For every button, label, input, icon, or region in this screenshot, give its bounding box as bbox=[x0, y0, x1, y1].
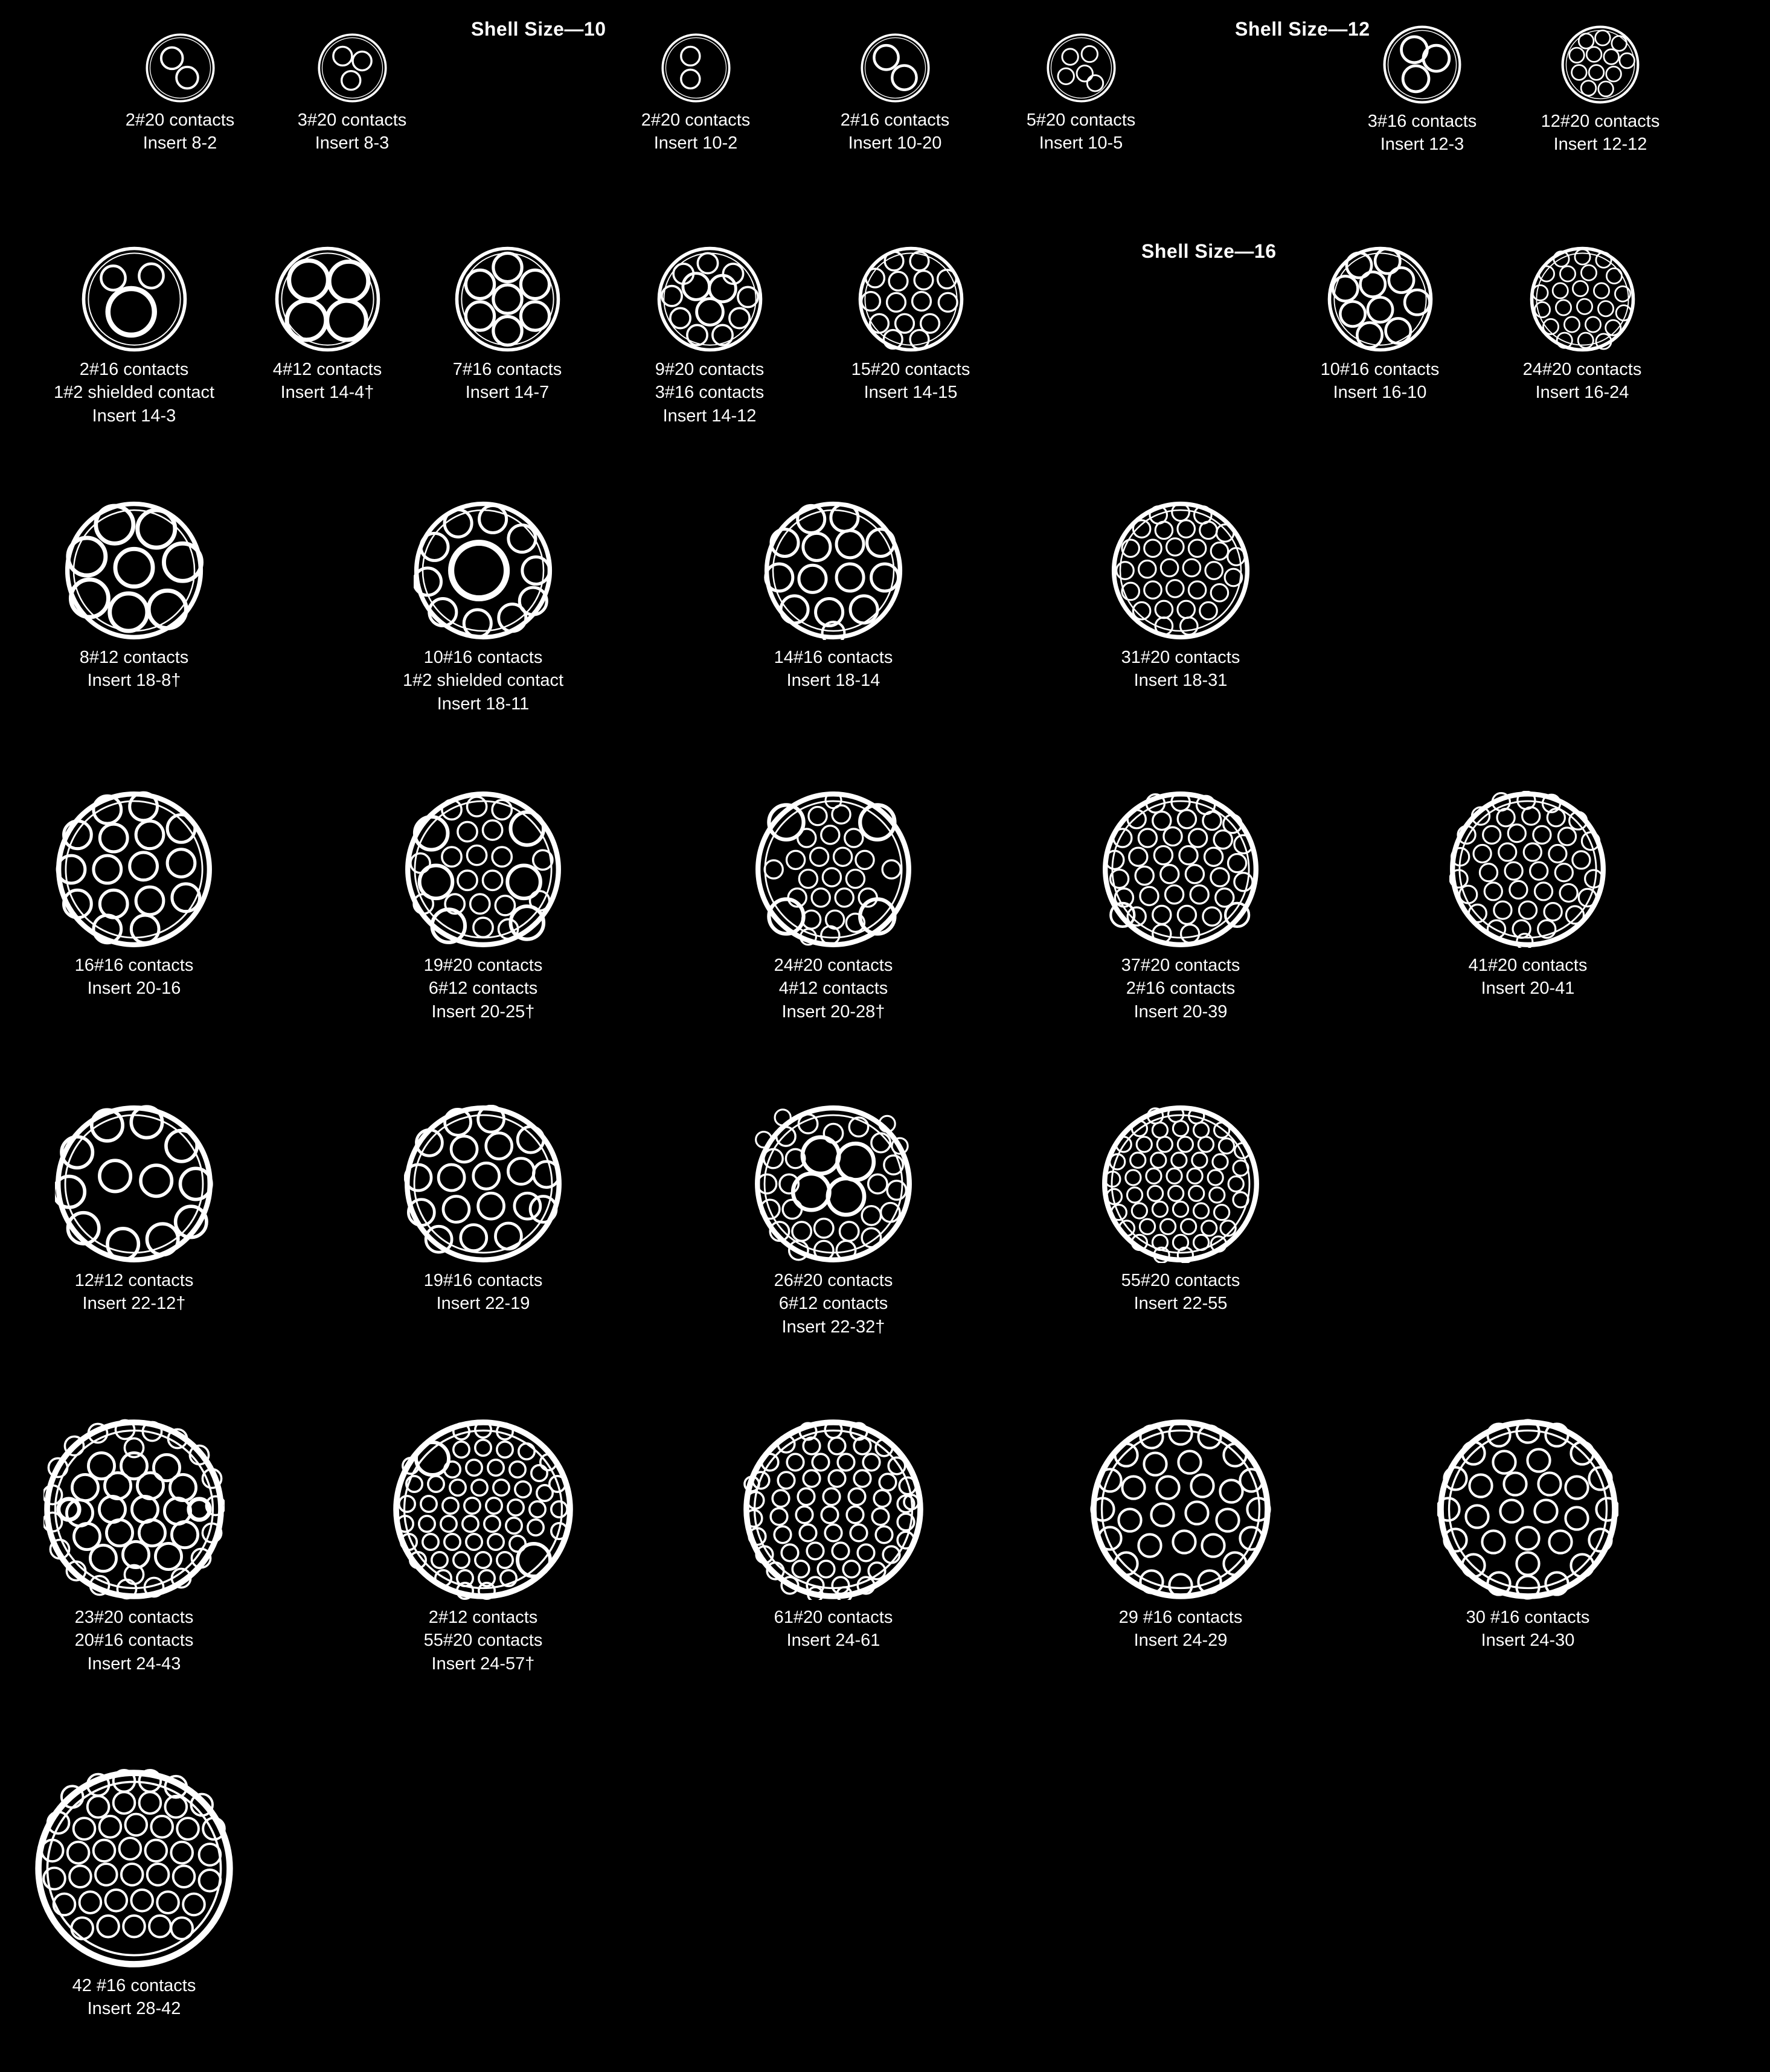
insert-caption-8-3 bbox=[298, 109, 407, 155]
caption-line: 3#20 contacts bbox=[297, 110, 407, 130]
insert-caption-8-2 bbox=[126, 109, 235, 155]
caption-line: 10#16 contacts bbox=[1320, 360, 1440, 379]
insert-caption-28-42 bbox=[72, 1974, 196, 2021]
insert-arrangement-22-12 bbox=[55, 1105, 213, 1316]
insert-arrangement-14-3 bbox=[53, 246, 215, 427]
insert-arrangement-12-3 bbox=[1367, 25, 1477, 156]
caption-line: Insert 20-28† bbox=[781, 1002, 885, 1022]
insert-diagram-12-12 bbox=[1561, 25, 1640, 104]
insert-diagram-20-39 bbox=[1102, 791, 1259, 948]
insert-diagram-28-42 bbox=[34, 1769, 234, 1968]
insert-caption-24-61 bbox=[774, 1606, 893, 1652]
caption-line: Insert 18-31 bbox=[1134, 671, 1228, 691]
caption-line: 24#20 contacts bbox=[774, 956, 893, 975]
caption-line: Insert 28-42 bbox=[87, 1999, 181, 2019]
caption-line: Insert 20-41 bbox=[1481, 979, 1575, 999]
caption-line: Insert 10-5 bbox=[1039, 133, 1123, 153]
caption-line: Insert 24-30 bbox=[1481, 1631, 1575, 1651]
insert-diagram-24-57 bbox=[393, 1419, 574, 1600]
caption-line: 3#16 contacts bbox=[1367, 112, 1477, 131]
caption-line: 2#16 contacts bbox=[840, 110, 950, 130]
insert-diagram-24-30 bbox=[1437, 1419, 1618, 1600]
caption-line: Insert 18-14 bbox=[786, 671, 880, 691]
insert-diagram-8-2 bbox=[146, 33, 215, 103]
insert-arrangement-14-15 bbox=[851, 246, 970, 404]
caption-line: Insert 18-8† bbox=[87, 671, 181, 691]
insert-arrangement-20-39 bbox=[1102, 791, 1259, 1023]
insert-diagram-14-7 bbox=[455, 246, 560, 352]
insert-diagram-20-25 bbox=[405, 791, 562, 948]
insert-caption-10-5 bbox=[1027, 109, 1136, 155]
insert-diagram-14-4 bbox=[275, 246, 380, 352]
insert-diagram-14-12 bbox=[657, 246, 763, 352]
insert-caption-20-16 bbox=[75, 954, 194, 1000]
insert-diagram-22-32 bbox=[754, 1105, 912, 1263]
caption-line: 4#12 contacts bbox=[272, 360, 382, 379]
insert-arrangement-20-25 bbox=[405, 791, 562, 1023]
insert-arrangement-14-4 bbox=[272, 246, 382, 404]
caption-line: 55#20 contacts bbox=[1121, 1271, 1240, 1290]
caption-line: Insert 16-24 bbox=[1535, 383, 1629, 403]
insert-caption-20-28 bbox=[774, 954, 893, 1023]
caption-line: Insert 14-7 bbox=[465, 383, 550, 403]
insert-caption-12-3 bbox=[1368, 110, 1477, 156]
insert-diagram-10-20 bbox=[861, 33, 930, 103]
caption-line: 23#20 contacts bbox=[74, 1608, 194, 1627]
insert-caption-24-30 bbox=[1466, 1606, 1590, 1652]
insert-diagram-24-61 bbox=[743, 1419, 924, 1600]
insert-diagram-10-2 bbox=[661, 33, 731, 103]
insert-arrangement-24-61 bbox=[743, 1419, 924, 1652]
insert-arrangement-18-11 bbox=[402, 501, 564, 715]
caption-line: 37#20 contacts bbox=[1121, 956, 1240, 975]
insert-caption-14-4 bbox=[273, 358, 382, 404]
insert-caption-16-10 bbox=[1321, 358, 1440, 404]
insert-caption-20-41 bbox=[1469, 954, 1588, 1000]
insert-arrangement-18-31 bbox=[1111, 501, 1250, 692]
caption-line: 2#16 contacts bbox=[1126, 979, 1236, 999]
insert-caption-24-57 bbox=[424, 1606, 543, 1675]
insert-caption-14-7 bbox=[453, 358, 562, 404]
caption-line: 4#12 contacts bbox=[778, 979, 888, 999]
insert-caption-18-14 bbox=[774, 646, 893, 692]
caption-line: 3#16 contacts bbox=[655, 383, 765, 403]
caption-line: 19#20 contacts bbox=[423, 956, 543, 975]
insert-diagram-22-12 bbox=[55, 1105, 213, 1263]
caption-line: 8#12 contacts bbox=[79, 648, 189, 667]
insert-arrangement-20-41 bbox=[1449, 791, 1606, 1000]
insert-arrangement-12-12 bbox=[1541, 25, 1660, 156]
caption-line: 5#20 contacts bbox=[1026, 110, 1136, 130]
caption-line: 61#20 contacts bbox=[774, 1608, 893, 1627]
insert-arrangement-16-10 bbox=[1320, 246, 1440, 404]
insert-arrangement-16-24 bbox=[1522, 246, 1642, 404]
caption-line: 14#16 contacts bbox=[774, 648, 893, 667]
insert-caption-18-11 bbox=[403, 646, 563, 715]
caption-line: Insert 22-12† bbox=[82, 1294, 186, 1314]
insert-diagram-18-31 bbox=[1111, 501, 1250, 640]
insert-diagram-10-5 bbox=[1047, 33, 1116, 103]
insert-diagram-18-11 bbox=[414, 501, 553, 640]
caption-line: Insert 20-39 bbox=[1134, 1002, 1228, 1022]
insert-diagram-14-15 bbox=[858, 246, 964, 352]
insert-caption-24-29 bbox=[1119, 1606, 1243, 1652]
caption-line: Insert 12-3 bbox=[1380, 135, 1464, 155]
insert-caption-22-19 bbox=[424, 1269, 543, 1316]
caption-line: Insert 10-20 bbox=[848, 133, 942, 153]
caption-line: Insert 20-25† bbox=[431, 1002, 535, 1022]
caption-line: Insert 20-16 bbox=[87, 979, 181, 999]
insert-diagram-24-29 bbox=[1090, 1419, 1271, 1600]
caption-line: Insert 22-55 bbox=[1134, 1294, 1228, 1314]
insert-arrangement-8-2 bbox=[125, 33, 235, 155]
caption-line: Insert 14-3 bbox=[92, 406, 176, 426]
caption-line: 2#20 contacts bbox=[125, 110, 235, 130]
insert-caption-14-3 bbox=[54, 358, 214, 427]
insert-diagram-18-14 bbox=[764, 501, 903, 640]
caption-line: 12#12 contacts bbox=[74, 1271, 194, 1290]
caption-line: 1#2 shielded contact bbox=[53, 383, 215, 403]
caption-line: 26#20 contacts bbox=[774, 1271, 893, 1290]
caption-line: 9#20 contacts bbox=[655, 360, 765, 379]
insert-caption-20-25 bbox=[424, 954, 543, 1023]
insert-arrangement-14-12 bbox=[657, 246, 763, 427]
insert-caption-20-39 bbox=[1121, 954, 1240, 1023]
caption-line: Insert 14-12 bbox=[662, 406, 757, 426]
section-header: Shell Size—10 bbox=[471, 18, 606, 40]
insert-arrangement-22-32 bbox=[754, 1105, 912, 1338]
insert-arrangement-20-28 bbox=[755, 791, 912, 1023]
caption-line: 10#16 contacts bbox=[423, 648, 543, 667]
insert-caption-10-20 bbox=[841, 109, 950, 155]
insert-arrangement-10-2 bbox=[641, 33, 751, 155]
insert-diagram-20-16 bbox=[56, 791, 213, 948]
caption-line: Insert 12-12 bbox=[1553, 135, 1647, 155]
insert-diagram-18-8 bbox=[65, 501, 204, 640]
caption-line: Insert 10-2 bbox=[653, 133, 738, 153]
caption-line: 7#16 contacts bbox=[452, 360, 562, 379]
insert-arrangement-14-7 bbox=[452, 246, 562, 404]
caption-line: Insert 18-11 bbox=[437, 694, 530, 714]
insert-caption-16-24 bbox=[1523, 358, 1642, 404]
caption-line: Insert 24-29 bbox=[1134, 1631, 1228, 1651]
caption-line: Insert 24-43 bbox=[87, 1654, 181, 1674]
caption-line: 15#20 contacts bbox=[851, 360, 970, 379]
caption-line: 19#16 contacts bbox=[423, 1271, 543, 1290]
insert-arrangement-8-3 bbox=[297, 33, 407, 155]
insert-arrangement-10-5 bbox=[1026, 33, 1136, 155]
insert-arrangement-18-14 bbox=[764, 501, 903, 692]
insert-arrangement-22-55 bbox=[1101, 1105, 1260, 1316]
insert-diagram-20-41 bbox=[1449, 791, 1606, 948]
caption-line: Insert 16-10 bbox=[1333, 383, 1427, 403]
section-header: Shell Size—16 bbox=[1141, 240, 1277, 262]
caption-line: 1#2 shielded contact bbox=[402, 671, 564, 691]
insert-caption-22-55 bbox=[1121, 1269, 1240, 1316]
insert-caption-22-32 bbox=[774, 1269, 893, 1338]
insert-diagram-8-3 bbox=[318, 33, 387, 103]
caption-line: Insert 8-3 bbox=[315, 133, 390, 153]
caption-line: 30 #16 contacts bbox=[1466, 1608, 1590, 1627]
caption-line: 29 #16 contacts bbox=[1118, 1608, 1243, 1627]
insert-caption-18-31 bbox=[1121, 646, 1240, 692]
caption-line: 20#16 contacts bbox=[74, 1631, 194, 1651]
insert-diagram-14-3 bbox=[82, 246, 187, 352]
caption-line: Insert 14-15 bbox=[864, 383, 958, 403]
insert-arrangement-10-20 bbox=[840, 33, 950, 155]
insert-caption-14-15 bbox=[851, 358, 970, 404]
caption-line: 55#20 contacts bbox=[423, 1631, 543, 1651]
caption-line: 16#16 contacts bbox=[74, 956, 194, 975]
caption-line: Insert 24-57† bbox=[431, 1654, 535, 1674]
caption-line: 24#20 contacts bbox=[1522, 360, 1642, 379]
insert-diagram-16-10 bbox=[1327, 246, 1433, 352]
caption-line: Insert 14-4† bbox=[280, 383, 374, 403]
insert-caption-24-43 bbox=[75, 1606, 194, 1675]
caption-line: 31#20 contacts bbox=[1121, 648, 1240, 667]
caption-line: 2#12 contacts bbox=[428, 1608, 538, 1627]
insert-arrangement-24-29 bbox=[1090, 1419, 1271, 1652]
insert-arrangement-28-42 bbox=[34, 1769, 234, 2021]
insert-arrangement-18-8 bbox=[65, 501, 204, 692]
insert-diagram-20-28 bbox=[755, 791, 912, 948]
insert-arrangement-22-19 bbox=[404, 1105, 562, 1316]
caption-line: 6#12 contacts bbox=[428, 979, 538, 999]
caption-line: 2#16 contacts bbox=[79, 360, 189, 379]
insert-diagram-24-43 bbox=[43, 1419, 225, 1600]
caption-line: Insert 8-2 bbox=[143, 133, 217, 153]
caption-line: Insert 22-32† bbox=[781, 1317, 885, 1337]
insert-arrangement-24-57 bbox=[393, 1419, 574, 1675]
insert-caption-18-8 bbox=[80, 646, 189, 692]
insert-caption-14-12 bbox=[655, 358, 765, 427]
insert-diagram-22-55 bbox=[1101, 1105, 1260, 1263]
caption-line: 42 #16 contacts bbox=[72, 1976, 196, 1995]
caption-line: 41#20 contacts bbox=[1468, 956, 1588, 975]
caption-line: 2#20 contacts bbox=[641, 110, 751, 130]
caption-line: Insert 22-19 bbox=[436, 1294, 530, 1314]
section-header: Shell Size—12 bbox=[1235, 18, 1370, 40]
insert-diagram-12-3 bbox=[1383, 25, 1461, 104]
insert-caption-10-2 bbox=[641, 109, 751, 155]
insert-caption-22-12 bbox=[75, 1269, 194, 1316]
insert-arrangement-20-16 bbox=[56, 791, 213, 1000]
caption-line: 6#12 contacts bbox=[778, 1294, 888, 1314]
insert-arrangement-24-30 bbox=[1437, 1419, 1618, 1652]
insert-caption-12-12 bbox=[1541, 110, 1660, 156]
insert-diagram-16-24 bbox=[1530, 246, 1635, 352]
insert-diagram-22-19 bbox=[404, 1105, 562, 1263]
caption-line: 12#20 contacts bbox=[1541, 112, 1660, 131]
caption-line: Insert 24-61 bbox=[786, 1631, 880, 1651]
insert-arrangement-24-43 bbox=[43, 1419, 225, 1675]
